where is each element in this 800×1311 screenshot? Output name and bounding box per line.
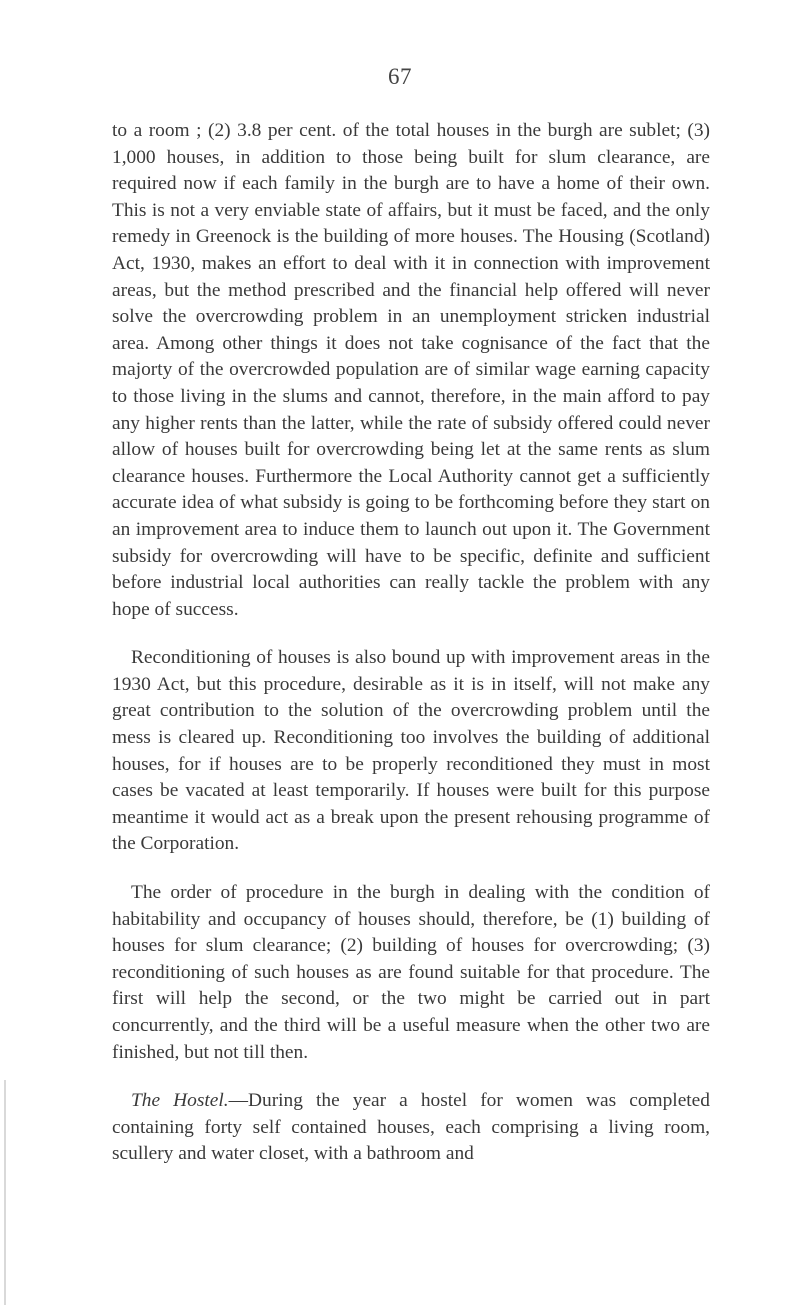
hostel-heading: The Hostel. [131,1090,229,1112]
hostel-text: —During the year a hostel for women was completed containing forty self contained houses, each comprising a living room, scullery and water closet, with a bathroom and [112,1090,710,1165]
paragraph-overcrowding: to a room ; (2) 3.8 per cent. of the total houses in the burgh are sublet; (3) 1,000 houses, in addition to those being built for slum clearance, are required now if each family in the burgh are to have a home of their own. This is not a very enviable state of affairs, but it must be faced, and the only remedy in Greenock is the building of more houses. The Housing (Scotland) Act, 1930, makes an effort to deal with it in connection with improvement areas, but the method prescribed and the financial help offered will never solve the overcrowding problem in an unemployment stricken industrial area. Among other things it does not take cognisance of the fact that the majorty of the overcrowded population are of similar wage earning capacity to those living in the slums and cannot, therefore, in the main afford to pay any higher rents than the latter, while the rate of subsidy offered could never allow of houses built for overcrowding being let at the same rents as slum clearance houses. Furthermore the Local Authority cannot get a sufficiently accurate idea of what subsidy is going to be forthcoming before they start on an improvement area to induce them to launch out upon it. The Government subsidy for overcrowding will have to be specific, definite and sufficient before industrial local authorities can really tackle the problem with any hope of success. [112,120,710,620]
page-number: 67 [388,64,412,89]
paragraph-order-of-procedure: The order of procedure in the burgh in dealing with the condition of habitability and occupancy of houses should, therefore, be (1) building of houses for slum clearance; (2) building of houses for overcrowding; (3) reconditioning of such houses as are found suitable for that procedure. The first will help the second, or the two might be carried out in part concurrently, and the third will be a useful measure when the other two are finished, but not till then. [112,882,710,1063]
scan-edge-mark [4,1080,6,1305]
paragraph-hostel [112,1088,710,1168]
paragraph-reconditioning: Reconditioning of houses is also bound up with improvement areas in the 1930 Act, but this procedure, desirable as it is in itself, will not make any great contribution to the solution of the overcrowding problem until the mess is cleared up. Reconditioning too involves the building of additional houses, for if houses are to be properly reconditioned they must in most cases be vacated at least temporarily. If houses were built for this purpose meantime it would act as a break upon the present rehousing programme of the Corporation. [112,647,710,855]
body-text [112,118,710,1168]
